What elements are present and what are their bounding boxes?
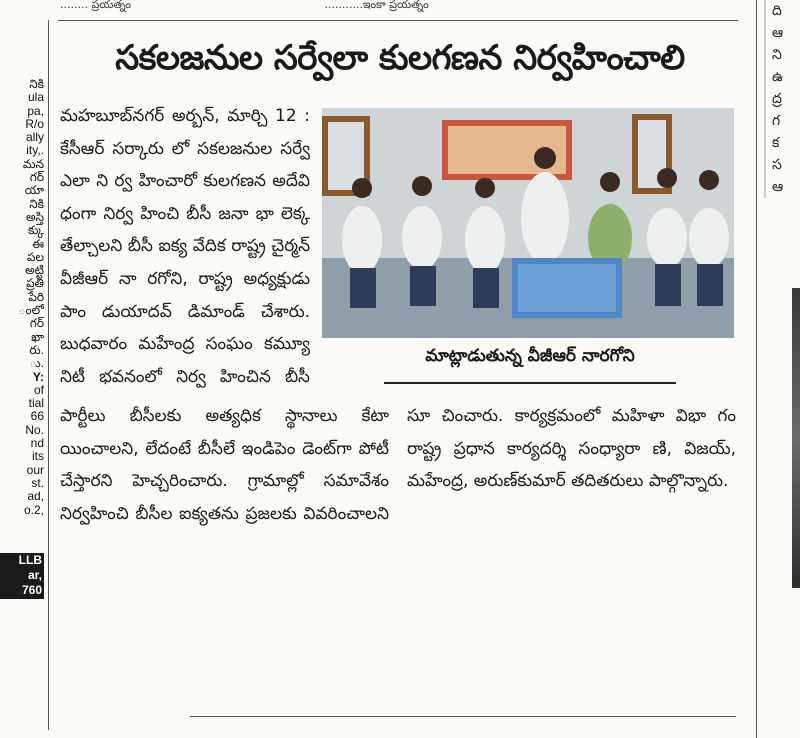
previous-article-tail	[60, 0, 740, 14]
adjacent-photo	[792, 288, 800, 588]
left-strip-line: ు.	[29, 356, 44, 371]
meeting-photo	[322, 108, 734, 338]
left-strip-line: నికి	[29, 78, 44, 91]
top-strip-text-2: ...........ఇంకా ప్రయత్నం	[324, 0, 429, 11]
photo-caption: మాట్లాడుతున్న వీజీఆర్ నారగోని	[425, 346, 635, 366]
article-text-left: మహబూబ్‌నగర్ అర్బన్, మార్చి 12 : కేసీఆర్ సర్కారు లో సకలజనుల సర్వే ఎలా ని ర్వ హించారో కులగణన అదేవి ధంగా నిర్వ హించి బీసీ జనా భా లెక్క తేల్చాలని బీసీ ఐక్య వేదిక రాష్ట్ర చైర్మన్ వీజీఆర్ నా రగోని, రాష్ట్ర అధ్యక్షుడు పాం డుయాదవ్ డిమాండ్ చేశారు. బుధవారం మహేంద్ర సంఘం కమ్యూ నిటీ భవనంలో నిర్వ హించిన బీసీ	[60, 106, 310, 387]
right-strip-line: ఆ	[764, 176, 800, 198]
left-strip-line: nd	[30, 436, 44, 451]
left-strip-line: ఖా	[31, 329, 44, 344]
top-divider	[58, 20, 738, 21]
right-strip-line: గ	[764, 110, 800, 132]
left-strip-line: అస్తి	[25, 209, 44, 224]
left-strip-line: No.	[25, 422, 44, 437]
adjacent-article-right	[764, 0, 800, 270]
article-column-bottom	[60, 400, 736, 700]
left-strip-line: రు.	[29, 342, 44, 357]
left-strip-line: st.	[31, 475, 44, 490]
left-strip-line: పేరి	[28, 289, 44, 304]
left-strip-line: ఈ	[32, 236, 44, 251]
bottom-divider	[190, 716, 736, 717]
article-body-left-top	[60, 100, 310, 396]
right-strip-line: ద్ర	[764, 88, 800, 110]
left-strip-line: ity,.	[26, 143, 44, 158]
right-strip-line: ని	[764, 44, 800, 66]
right-strip-line: క	[764, 132, 800, 154]
right-column-divider	[756, 0, 757, 738]
left-strip-footer: ar,	[0, 568, 44, 583]
article-headline: సకలజనుల సర్వేలా కులగణన నిర్వహించాలి	[115, 38, 685, 78]
top-strip-text-1: ........ ప్రయత్నం	[60, 0, 131, 11]
left-strip-line: its	[32, 449, 44, 464]
right-strip-line: స	[764, 154, 800, 176]
left-strip-line: of	[33, 382, 44, 397]
article-column-left	[60, 100, 310, 396]
left-strip-line: క్కు	[27, 223, 44, 238]
left-strip-line: నికి	[29, 196, 44, 211]
left-strip-footer: LLB	[0, 553, 44, 568]
adjacent-article-left	[0, 78, 44, 728]
right-strip-line: ఆ	[764, 22, 800, 44]
left-strip-footer: 760	[0, 583, 44, 598]
left-strip-line: tial	[28, 396, 44, 411]
left-strip-line: ంలో	[18, 303, 44, 318]
left-strip-line: గర్	[29, 316, 44, 331]
caption-underline	[384, 382, 676, 384]
left-column-divider	[48, 20, 49, 730]
left-strip-line: ad,	[27, 489, 44, 504]
left-strip-line: ప్రతి	[26, 276, 44, 291]
left-strip-line: 66	[30, 409, 44, 424]
left-strip-line: Y:	[32, 369, 44, 384]
left-strip-line: యా	[24, 183, 44, 198]
left-strip-line: పల	[26, 249, 44, 264]
right-strip-line: ఉ	[764, 66, 800, 88]
left-strip-line: ula	[27, 90, 44, 105]
right-strip-line: ది	[764, 0, 800, 22]
article-text-right: పార్టీలు బీసీలకు అత్యధిక స్థానాలు కేటా యించాలని, లేదంటే బీసీలే ఇండిపెం డెంట్‌గా పోటీ చేస్తారని హెచ్చరించారు. గ్రామాల్లో సమావేశం నిర్వహించి బీసీల ఐక్యతను ప్రజలకు వివరించాలని సూ చించారు. కార్యక్రమంలో మహిళా విభా గం రాష్ట్ర ప్రధాన కార్యదర్శి సంధ్యారా ణి, విజయ్, మహేంద్ర, అరుణ్‌కుమార్ తదితరులు పాల్గొన్నారు.	[60, 406, 736, 524]
left-strip-line: pa,	[27, 103, 44, 118]
left-strip-line: o.2,	[23, 502, 44, 517]
left-strip-line: మన	[22, 156, 44, 171]
left-strip-line: గర్	[29, 170, 44, 185]
left-strip-line: our	[26, 462, 44, 477]
left-strip-line: ally	[25, 130, 44, 145]
left-strip-line: అట్టి	[25, 263, 44, 278]
left-strip-line: R/o	[25, 116, 44, 131]
